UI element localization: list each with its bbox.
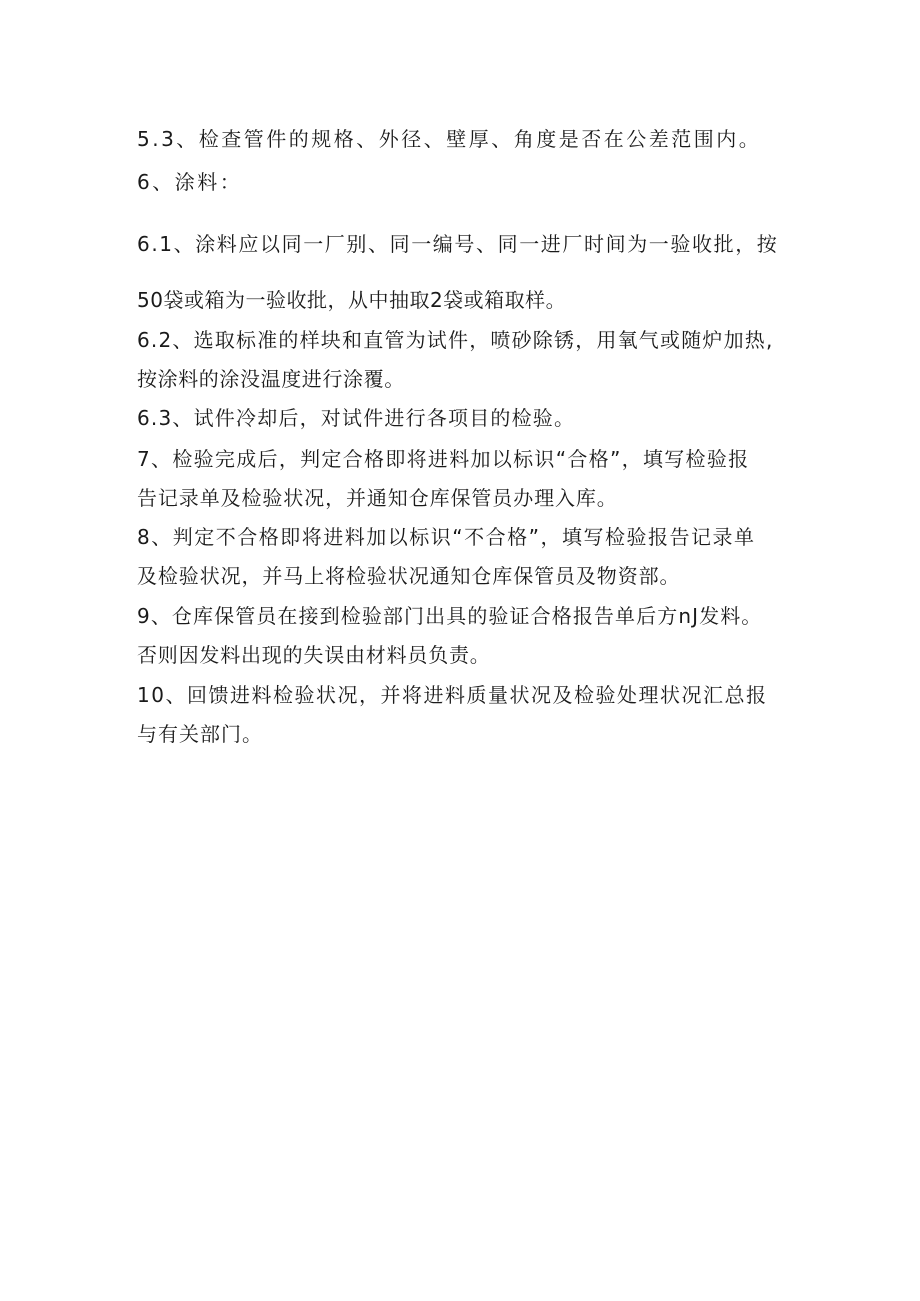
text-line: 9、仓库保管员在接到检验部门出具的验证合格报告单后方nJ发料。 [137,604,763,628]
text-line: 10、回馈进料检验状况，并将进料质量状况及检验处理状况汇总报 [137,683,768,707]
text-line: 及检验状况，并马上将检验状况通知仓库保管员及物资部。 [137,564,681,588]
text-line: 5.3、检查管件的规格、外径、壁厚、角度是否在公差范围内。 [137,127,762,151]
text-line: 按涂料的涂没温度进行涂覆。 [137,367,405,391]
text-line: 6.2、选取标准的样块和直管为试件，喷砂除锈，用氧气或随炉加热, [137,328,774,352]
text-line: 50袋或箱为一验收批，从中抽取2袋或箱取样。 [137,288,567,312]
text-line: 6.3、试件冷却后，对试件进行各项目的检验。 [137,406,576,430]
text-line: 8、判定不合格即将进料加以标识“不合格”，填写检验报告记录单 [137,525,756,549]
text-line: 与有关部门。 [137,722,263,746]
text-line: 7、检验完成后，判定合格即将进料加以标识“合格”，填写检验报 [137,447,750,471]
text-line: 6.1、涂料应以同一厂别、同一编号、同一进厂时间为一验收批，按 [137,232,779,256]
text-line: 6、涂料： [137,170,243,194]
text-line: 否则因发料出现的失误由材料员负责。 [137,643,491,667]
text-line: 告记录单及检验状况，并通知仓库保管员办理入库。 [137,486,618,510]
